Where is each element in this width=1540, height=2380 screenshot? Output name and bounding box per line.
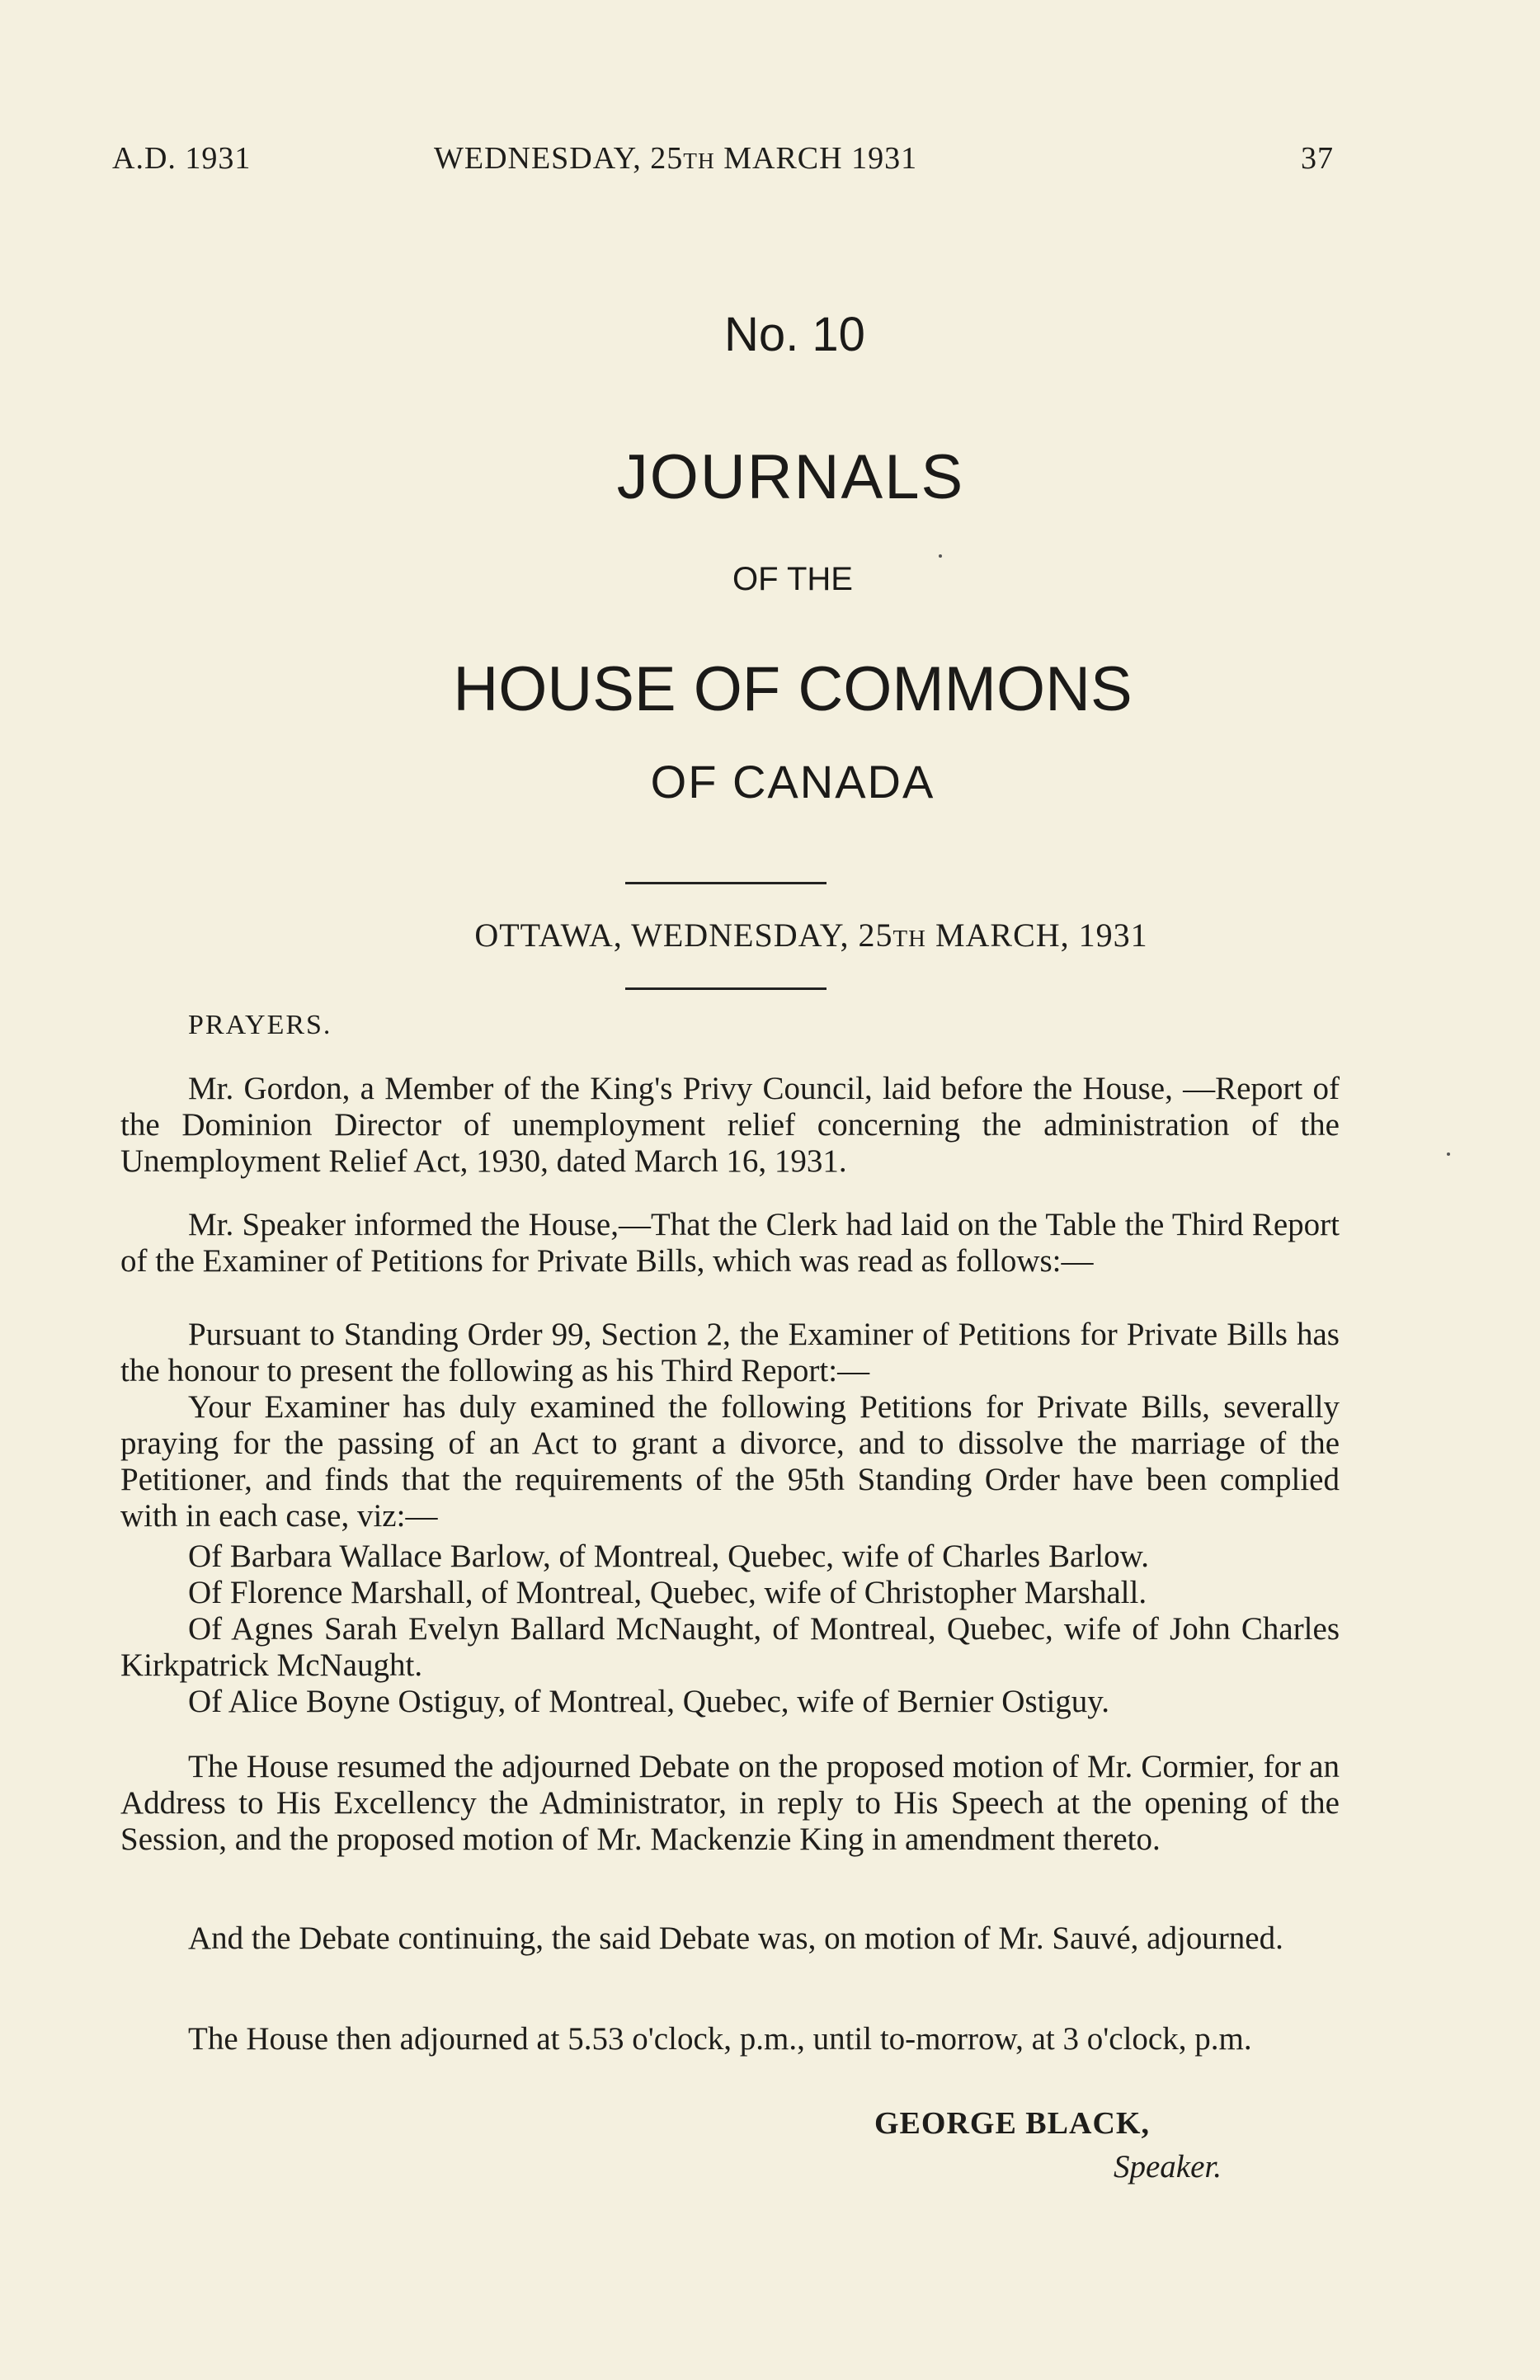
of-canada-title: OF CANADA <box>650 756 935 808</box>
header-date-prefix: WEDNESDAY, 25 <box>434 141 684 176</box>
paragraph-debate-resumed <box>120 1749 1340 1858</box>
paragraph-speaker-informed <box>120 1207 1340 1280</box>
page-number: 37 <box>1301 141 1334 176</box>
dateline-prefix: OTTAWA, WEDNESDAY, 25 <box>474 917 893 954</box>
dateline <box>0 916 1540 954</box>
header-year: A.D. 1931 <box>112 141 252 176</box>
paragraph-text: Of Barbara Wallace Barlow, of Montreal, Quebec, wife of Charles Barlow. <box>188 1539 1149 1574</box>
print-speck <box>939 554 942 558</box>
paragraph-pursuant <box>120 1317 1340 1389</box>
dateline-suffix: MARCH, 1931 <box>925 917 1148 954</box>
divider-rule-top <box>625 882 827 884</box>
paragraph-text: The House then adjourned at 5.53 o'clock, p.m., until to-morrow, at 3 o'clock, p.m. <box>188 2021 1252 2057</box>
header-date-ordinal: TH <box>683 148 715 173</box>
header-date-suffix: MARCH 1931 <box>714 141 918 176</box>
paragraph-examiner <box>120 1389 1340 1534</box>
paragraph-text: Your Examiner has duly examined the following Petitions for Private Bills, severally praying for the passing of an Act to grant a divorce, and to dissolve the marriage of the Petitioner, and finds that the requirements of the 95th Standing Order have been complied with in each case, viz:— <box>120 1389 1340 1534</box>
prayers-heading: PRAYERS. <box>188 1010 332 1040</box>
journal-title: JOURNALS <box>616 442 965 512</box>
dateline-ordinal: TH <box>892 926 926 952</box>
running-header <box>112 140 1334 183</box>
title-of-the: OF THE <box>732 561 853 597</box>
paragraph-text: Pursuant to Standing Order 99, Section 2, the Examiner of Petitions for Private Bills has the honour to present the following as his Third Report:— <box>120 1317 1340 1388</box>
petition-ostiguy <box>120 1684 1340 1720</box>
paragraph-text: Mr. Speaker informed the House,—That the Clerk had laid on the Table the Third Report of the Examiner of Petitions for Private Bills, which was read as follows:— <box>120 1207 1340 1279</box>
paragraph-debate-adjourned <box>120 1920 1340 1957</box>
petition-marshall <box>120 1575 1340 1611</box>
paragraph-gordon-report <box>120 1071 1340 1180</box>
print-speck <box>1447 1152 1450 1156</box>
signature-name: GEORGE BLACK, <box>874 2106 1150 2141</box>
petition-mcnaught <box>120 1611 1340 1684</box>
petition-barlow <box>120 1539 1340 1575</box>
paragraph-text: Of Agnes Sarah Evelyn Ballard McNaught, of Montreal, Quebec, wife of John Charles Kirkpatrick McNaught. <box>120 1611 1340 1683</box>
paragraph-text: The House resumed the adjourned Debate on the proposed motion of Mr. Cormier, for an Address to His Excellency the Administrator, in reply to His Speech at the opening of the Session, and the proposed motion of Mr. Mackenzie King in amendment thereto. <box>120 1749 1340 1857</box>
paragraph-text: Mr. Gordon, a Member of the King's Privy Council, laid before the House, —Report of the Dominion Director of unemployment relief concerning the administration of the Unemployment Relief Act, 1930, dated March 16, 1931. <box>120 1071 1340 1179</box>
header-date <box>434 140 917 177</box>
paragraph-text: Of Alice Boyne Ostiguy, of Montreal, Quebec, wife of Bernier Ostiguy. <box>188 1684 1110 1719</box>
paragraph-text: And the Debate continuing, the said Debate was, on motion of Mr. Sauvé, adjourned. <box>188 1920 1283 1956</box>
house-of-commons-title: HOUSE OF COMMONS <box>453 654 1133 724</box>
paragraph-text: Of Florence Marshall, of Montreal, Quebec, wife of Christopher Marshall. <box>188 1575 1147 1610</box>
issue-number: No. 10 <box>724 308 865 361</box>
divider-rule-bottom <box>625 987 827 990</box>
signature-title: Speaker. <box>1114 2149 1222 2184</box>
paragraph-house-adjourned <box>120 2021 1340 2057</box>
